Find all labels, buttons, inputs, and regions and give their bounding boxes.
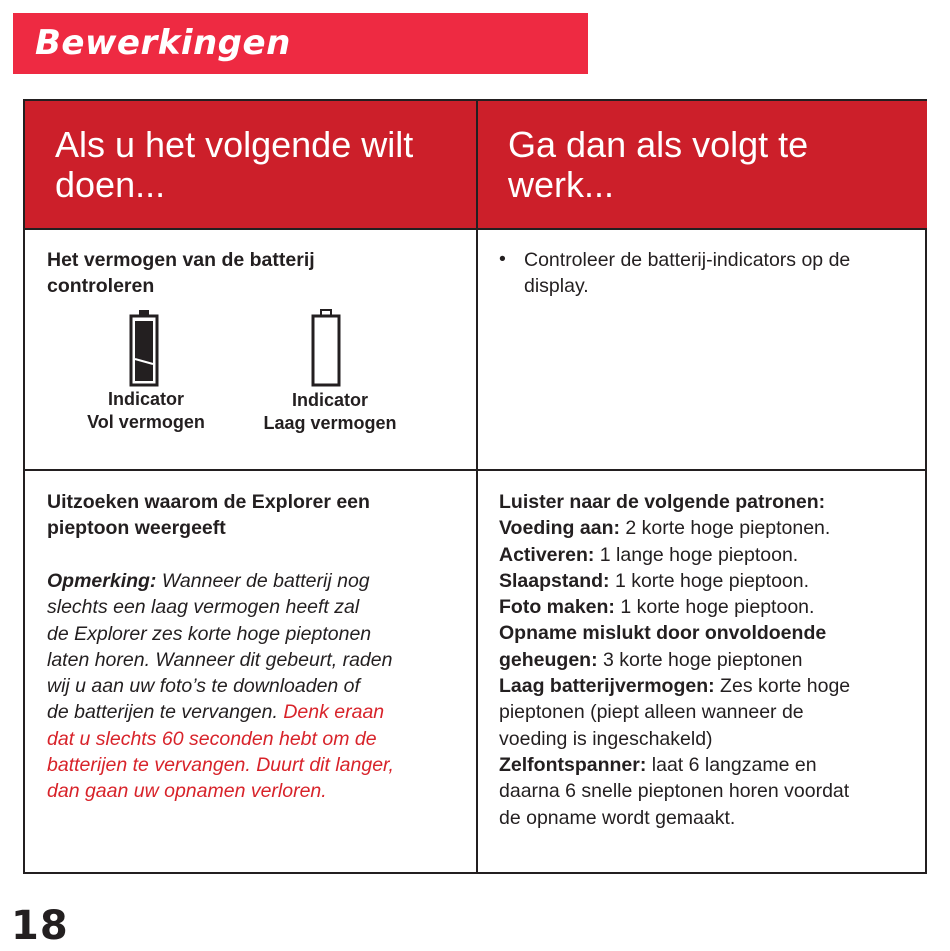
pattern-line: Opname mislukt door onvoldoende (499, 622, 827, 645)
pattern-line: Slaapstand: 1 korte hoge pieptoon. (499, 569, 810, 592)
instruction-table (23, 99, 927, 874)
battery-full-icon (129, 309, 159, 387)
patterns-intro: Luister naar de volgende patronen: (499, 491, 826, 513)
section-title: Bewerkingen (35, 23, 291, 63)
pattern-line: pieptonen (piept alleen wanneer de (499, 701, 804, 724)
battery-full-label: Indicator Vol vermogen (87, 389, 205, 432)
pattern-line: daarna 6 snelle pieptonen horen voordat (499, 780, 850, 803)
battery-low-label: Indicator Laag vermogen (263, 390, 397, 433)
row2-right-text (499, 489, 850, 831)
header-divider (25, 228, 925, 230)
column-header-left-text: Als u het volgende wilt doen... (55, 124, 414, 205)
battery-empty-icon (311, 309, 341, 387)
row-divider (25, 469, 925, 471)
pattern-line: de opname wordt gemaakt. (499, 806, 736, 829)
row1-left-title: Het vermogen van de batterij controleren (47, 249, 315, 298)
pattern-line: Activeren: 1 lange hoge pieptoon. (499, 543, 799, 566)
page-number: 18 (11, 903, 69, 949)
column-header-right (478, 101, 927, 228)
row1-right-text: Controleer de batterij-indicators op de display. (524, 249, 851, 298)
pattern-line: Foto maken: 1 korte hoge pieptoon. (499, 596, 815, 619)
warning-text: Denk eraan (283, 701, 385, 724)
bullet-icon: • (499, 248, 506, 270)
pattern-line: Laag batterijvermogen: Zes korte hoge (499, 675, 851, 698)
row2-left-title: Uitzoeken waarom de Explorer een pieptoon weergeeft (47, 491, 370, 540)
note-label: Opmerking: (47, 570, 157, 592)
row2-note: Opmerking: Wanneer de batterij nog slechts een laag vermogen heeft zal de Explorer zes korte hoge pieptonen laten horen. Wanneer dit gebeurt, raden wij u aan uw foto’s te downloaden of de batterijen te vervangen. Denk eraan dat u slechts 60 seconden hebt om de batterijen te vervangen. Duurt dit langer, dan gaan uw opnamen verloren. (47, 570, 394, 803)
column-header-left (25, 101, 476, 228)
pattern-line: Zelfontspanner: laat 6 langzame en (499, 753, 817, 776)
column-divider (476, 101, 478, 872)
column-header-right-text: Ga dan als volgt te werk... (508, 124, 809, 205)
pattern-line: Voeding aan: 2 korte hoge pieptonen. (499, 517, 831, 540)
pattern-line: voeding is ingeschakeld) (499, 727, 713, 750)
pattern-line: geheugen: 3 korte hoge pieptonen (499, 648, 803, 671)
section-title-bar (13, 13, 588, 74)
